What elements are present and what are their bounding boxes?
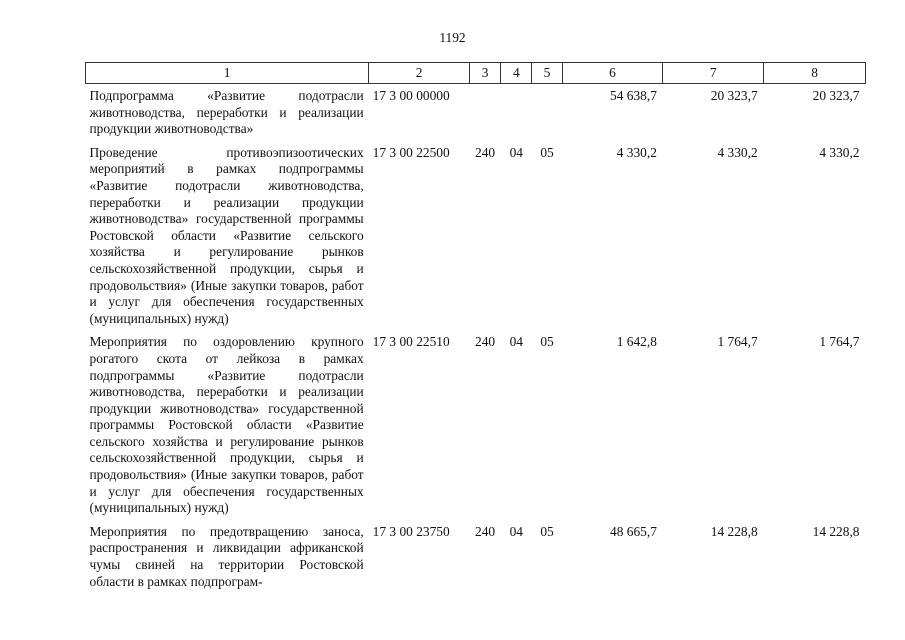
row-code: 17 3 00 22510 [372, 334, 450, 350]
row-pr: 05 [540, 144, 554, 160]
row-vr [469, 84, 500, 141]
table-row [86, 330, 866, 520]
page-number: 1192 [439, 30, 466, 45]
row-name: Проведение противоэпизоотических мероприятий в рамках подпрограммы «Развитие подотрасли животноводства, переработки и реализации продукции животноводства» государственной программы Ростовской области «Развитие сельского хозяйства и регулирование рынков сельскохозяйственной продукции, сырья и продовольствия» (Иные закупки товаров, работ и услуг для обеспечения государственных (муниципальных) нужд) [89, 144, 364, 326]
row-amount-col7: 14 228,8 [710, 523, 758, 539]
row-pr [532, 84, 562, 141]
table-row [86, 84, 866, 141]
row-amount-col6: 54 638,7 [610, 88, 657, 103]
row-amount-col7: 20 323,7 [710, 88, 758, 103]
table-header-row [86, 63, 866, 84]
row-amount-col8: 20 323,7 [812, 88, 860, 103]
row-code: 17 3 00 00000 [372, 88, 450, 103]
row-rz [501, 84, 532, 141]
column-header-6: 6 [562, 63, 663, 84]
row-vr: 240 [475, 523, 496, 539]
budget-table [85, 62, 866, 593]
row-amount-col8: 1 764,7 [819, 334, 860, 350]
row-amount-col6: 48 665,7 [610, 523, 657, 539]
table-row [86, 520, 866, 593]
column-header-2: 2 [369, 63, 470, 84]
row-rz: 04 [509, 523, 523, 539]
row-vr: 240 [475, 144, 496, 160]
column-header-7: 7 [663, 63, 764, 84]
column-header-4: 4 [501, 63, 532, 84]
row-amount-col6: 1 642,8 [616, 334, 657, 350]
row-rz: 04 [509, 144, 523, 160]
row-name: Подпрограмма «Развитие подотрасли животноводства, переработки и реализации продукции животноводства» [89, 88, 364, 137]
row-amount-col8: 4 330,2 [819, 144, 860, 160]
table-row [86, 141, 866, 331]
row-rz: 04 [509, 334, 523, 350]
row-code: 17 3 00 22500 [372, 144, 450, 160]
row-name: Мероприятия по оздоровлению крупного рогатого скота от лейкоза в рамках подпрограммы «Развитие подотрасли животноводства, переработки и реализации продукции животноводства» государственной программы Ростовской области «Развитие сельского хозяйства и регулирование рынков сельскохозяйственной продукции, сырья и продовольствия» (Иные закупки товаров, работ и услуг для обеспечения государственных (муниципальных) нужд) [89, 334, 364, 516]
row-amount-col8: 14 228,8 [812, 523, 860, 539]
column-header-1: 1 [86, 63, 369, 84]
column-header-5: 5 [532, 63, 562, 84]
row-amount-col7: 1 764,7 [717, 334, 758, 350]
row-code: 17 3 00 23750 [372, 523, 450, 539]
row-name: Мероприятия по предотвращению заноса, распространения и ликвидации африканской чумы свиней на территории Ростовской области в рамках подпрограм- [89, 523, 364, 589]
row-amount-col7: 4 330,2 [717, 144, 758, 160]
row-pr: 05 [540, 334, 554, 350]
row-pr: 05 [540, 523, 554, 539]
column-header-3: 3 [469, 63, 500, 84]
row-vr: 240 [475, 334, 496, 350]
column-header-8: 8 [764, 63, 866, 84]
row-amount-col6: 4 330,2 [616, 144, 657, 160]
